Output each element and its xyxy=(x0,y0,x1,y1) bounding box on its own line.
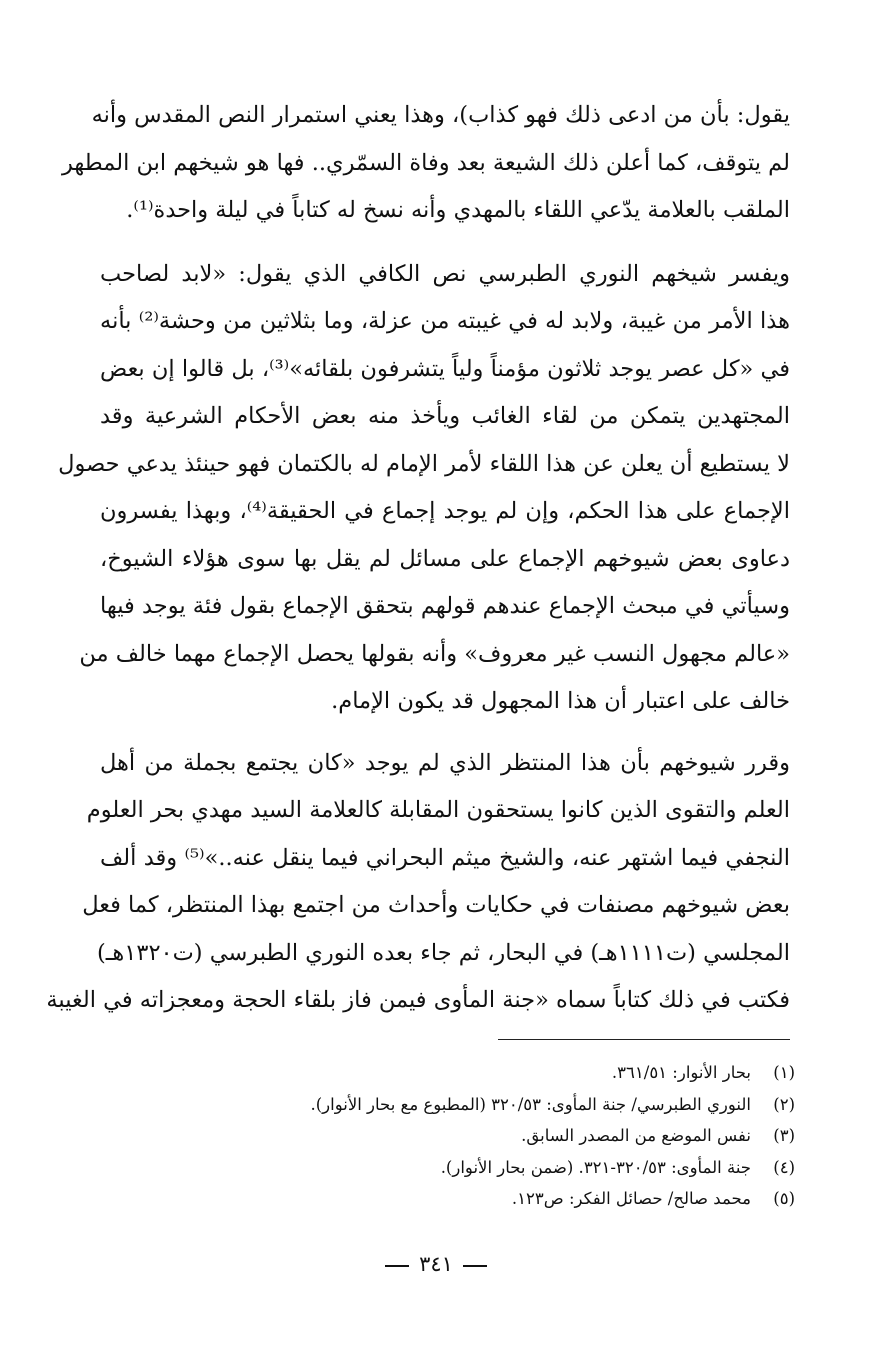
text-line: وسيأتي في مبحث الإجماع عندهم قولهم بتحقق الإجماع بقول فئة يوجد فيها xyxy=(100,593,790,619)
text-line: في «كل عصر يوجد ثلاثون مؤمناً ولياً يتشرفون بلقائه»⁽³⁾، بل قالوا إن بعض xyxy=(100,355,790,382)
footnote-number: (٥) xyxy=(773,1189,795,1208)
footnote-text: بحار الأنوار: ٣٦١/٥١. xyxy=(611,1063,751,1082)
text-line: وقرر شيوخهم بأن هذا المنتظر الذي لم يوجد «كان يجتمع بجملة من أهل xyxy=(100,749,790,776)
page-number xyxy=(0,1252,872,1276)
footnote-number: (٢) xyxy=(773,1094,795,1114)
paragraph xyxy=(58,251,790,726)
paragraph xyxy=(61,92,790,235)
footnote-number: (١) xyxy=(773,1063,795,1082)
footnote xyxy=(230,1152,795,1184)
footnote-text: النوري الطبرسي/ جنة المأوى: ٣٢٠/٥٣ (المطبوع مع بحار الأنوار). xyxy=(310,1094,751,1114)
footnote-text: جنة المأوى: ٣٢٠/٥٣-٣٢١. (ضمن بحار الأنوار). xyxy=(440,1157,751,1177)
text-line: بعض شيوخهم مصنفات في حكايات وأحداث من اجتمع بهذا المنتظر، كما فعل xyxy=(82,892,790,918)
text-line: لا يستطيع أن يعلن عن هذا اللقاء لأمر الإمام له بالكتمان فهو حينئذ يدعي حصول xyxy=(58,450,790,477)
footnote xyxy=(230,1183,795,1215)
paragraph xyxy=(46,740,790,1025)
text-line: الملقب بالعلامة يدّعي اللقاء بالمهدي وأنه نسخ له كتاباً في ليلة واحدة⁽¹⁾. xyxy=(126,197,790,223)
text-line: لم يتوقف، كما أعلن ذلك الشيعة بعد وفاة السمّري.. فها هو شيخهم ابن المطهر xyxy=(61,149,790,176)
text-line: يقول: بأن من ادعى ذلك فهو كذاب)، وهذا يعني استمرار النص المقدس وأنه xyxy=(91,102,790,128)
footnote-separator xyxy=(498,1039,790,1040)
text-line: دعاوى بعض شيوخهم الإجماع على مسائل لم يقل بها سوى هؤلاء الشيوخ، xyxy=(100,545,790,572)
text-line: «عالم مجهول النسب غير معروف» وأنه بقولها يحصل الإجماع مهما خالف من xyxy=(79,640,790,667)
dash-right xyxy=(463,1265,487,1267)
footnote xyxy=(230,1089,795,1121)
footnote-number: (٣) xyxy=(773,1126,795,1145)
dash-left xyxy=(385,1265,409,1267)
footnote xyxy=(230,1057,795,1089)
text-line: المجتهدين يتمكن من لقاء الغائب ويأخذ منه بعض الأحكام الشرعية وقد xyxy=(100,403,790,429)
text-line: النجفي فيما اشتهر عنه، والشيخ ميثم البحراني فيما ينقل عنه..»⁽⁵⁾ وقد ألف xyxy=(100,844,790,871)
text-line: الإجماع على هذا الحكم، وإن لم يوجد إجماع في الحقيقة⁽⁴⁾، وبهذا يفسرون xyxy=(100,498,790,524)
text-line: فكتب في ذلك كتاباً سماه «جنة المأوى فيمن فاز بلقاء الحجة ومعجزاته في الغيبة xyxy=(46,987,790,1013)
text-line: هذا الأمر من غيبة، ولابد له في غيبته من عزلة، وما بثلاثين من وحشة⁽²⁾ بأنه xyxy=(100,308,790,334)
footnote-text: نفس الموضع من المصدر السابق. xyxy=(521,1126,751,1145)
footnotes xyxy=(230,1057,795,1215)
text-line: خالف على اعتبار أن هذا المجهول قد يكون الإمام. xyxy=(331,688,790,714)
text-line: العلم والتقوى الذين كانوا يستحقون المقابلة كالعلامة السيد مهدي بحر العلوم xyxy=(86,797,790,823)
footnote-number: (٤) xyxy=(773,1157,795,1177)
footnote-text: محمد صالح/ حصائل الفكر: ص١٢٣. xyxy=(511,1189,751,1208)
footnote xyxy=(230,1120,795,1152)
text-line: المجلسي (ت١١١١هـ) في البحار، ثم جاء بعده النوري الطبرسي (ت١٣٢٠هـ) xyxy=(97,939,790,966)
page-number-value: ٣٤١ xyxy=(419,1252,453,1276)
text-line: ويفسر شيخهم النوري الطبرسي نص الكافي الذي يقول: «لابد لصاحب xyxy=(100,260,790,287)
